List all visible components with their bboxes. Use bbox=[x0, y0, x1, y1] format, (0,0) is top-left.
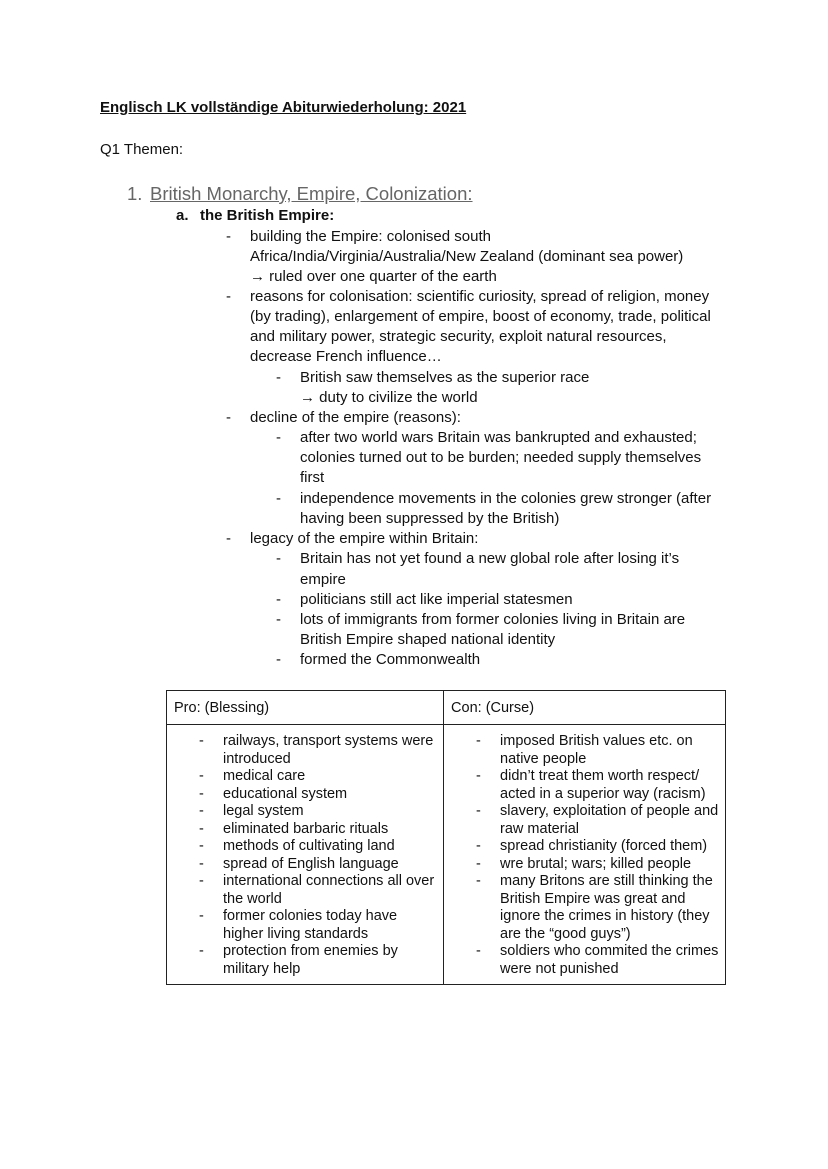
note-line: Africa/India/Virginia/Australia/New Zealand (dominant sea power) bbox=[250, 248, 684, 265]
pro-item bbox=[167, 786, 443, 804]
bullet-dash: - bbox=[199, 838, 204, 854]
pro-cell bbox=[167, 725, 444, 985]
document-title: Englisch LK vollständige Abiturwiederholung: 2021 bbox=[100, 99, 467, 116]
note-line: Britain has not yet found a new global role after losing it’s bbox=[300, 550, 680, 567]
pro-item bbox=[167, 733, 443, 768]
bullet-dash: - bbox=[226, 409, 231, 426]
con-item-text: didn’t treat them worth respect/ acted in a superior way (racism) bbox=[500, 768, 706, 802]
pro-item-text: international connections all over the world bbox=[223, 873, 435, 907]
bullet-dash: - bbox=[276, 490, 281, 507]
con-item bbox=[444, 768, 725, 803]
pro-item bbox=[167, 838, 443, 856]
note-line: legacy of the empire within Britain: bbox=[250, 530, 479, 547]
bullet-dash: - bbox=[199, 873, 204, 889]
note-line: reasons for colonisation: scientific curiosity, spread of religion, money bbox=[250, 288, 710, 305]
con-item bbox=[444, 943, 725, 978]
subsection-heading: the British Empire: bbox=[200, 207, 335, 224]
bullet-dash: - bbox=[199, 943, 204, 959]
pro-item-text: educational system bbox=[223, 785, 348, 802]
bullet-dash: - bbox=[476, 803, 481, 819]
bullet-dash: - bbox=[226, 288, 231, 305]
con-item-text: wre brutal; wars; killed people bbox=[500, 855, 692, 872]
con-list bbox=[444, 733, 725, 978]
note-line: British Empire shaped national identity bbox=[300, 631, 556, 648]
con-item bbox=[444, 873, 725, 943]
note-line: building the Empire: colonised south bbox=[250, 228, 491, 245]
note-line: decrease French influence… bbox=[250, 348, 442, 365]
subsection-letter: a. bbox=[176, 207, 189, 224]
note-line: → ruled over one quarter of the earth bbox=[250, 268, 497, 285]
note-line: (by trading), enlargement of empire, boost of economy, trade, political bbox=[250, 308, 711, 325]
bullet-dash: - bbox=[476, 855, 481, 872]
pro-item-text: spread of English language bbox=[223, 855, 399, 872]
note-line: independence movements in the colonies grew stronger (after bbox=[300, 490, 712, 507]
note-line: formed the Commonwealth bbox=[300, 651, 481, 668]
bullet-dash: - bbox=[199, 785, 204, 802]
con-item-text: soldiers who commited the crimes were not punished bbox=[500, 943, 719, 977]
pro-item-text: legal system bbox=[223, 803, 304, 819]
bullet-dash: - bbox=[199, 733, 204, 749]
note-line: British saw themselves as the superior race bbox=[300, 369, 590, 386]
con-item bbox=[444, 733, 725, 768]
bullet-dash: - bbox=[199, 803, 204, 819]
pro-header: Pro: (Blessing) bbox=[167, 691, 444, 725]
con-item-text: spread christianity (forced them) bbox=[500, 838, 708, 854]
con-item-text: imposed British values etc. on native people bbox=[500, 733, 693, 767]
pro-item bbox=[167, 908, 443, 943]
pro-item bbox=[167, 943, 443, 978]
bullet-dash: - bbox=[476, 733, 481, 749]
bullet-dash: - bbox=[199, 855, 204, 872]
note-line: decline of the empire (reasons): bbox=[250, 409, 461, 426]
pro-item-text: former colonies today have higher living standards bbox=[223, 908, 398, 942]
section-heading: British Monarchy, Empire, Colonization: bbox=[150, 183, 473, 204]
con-item bbox=[444, 803, 725, 838]
con-item-text: many Britons are still thinking the British Empire was great and ignore the crimes in history (they are the “good guys”) bbox=[500, 873, 713, 942]
pro-item bbox=[167, 768, 443, 786]
bullet-dash: - bbox=[276, 611, 281, 628]
bullet-dash: - bbox=[476, 873, 481, 889]
con-item bbox=[444, 838, 725, 856]
section-number: 1. bbox=[127, 183, 143, 204]
bullet-dash: - bbox=[276, 591, 281, 608]
note-line: lots of immigrants from former colonies living in Britain are bbox=[300, 611, 686, 628]
con-cell bbox=[444, 725, 726, 985]
bullet-dash: - bbox=[476, 768, 481, 784]
note-line: first bbox=[300, 469, 325, 486]
bullet-dash: - bbox=[276, 369, 281, 386]
note-line: empire bbox=[300, 571, 346, 588]
pro-item-text: methods of cultivating land bbox=[223, 838, 395, 854]
note-line: politicians still act like imperial statesmen bbox=[300, 591, 573, 608]
bullet-dash: - bbox=[199, 908, 204, 924]
bullet-dash: - bbox=[226, 228, 231, 245]
bullet-dash: - bbox=[226, 530, 231, 547]
bullet-dash: - bbox=[199, 820, 204, 837]
pro-item bbox=[167, 873, 443, 908]
con-item-text: slavery, exploitation of people and raw material bbox=[500, 803, 719, 837]
pro-item-text: protection from enemies by military help bbox=[223, 943, 398, 977]
bullet-dash: - bbox=[276, 550, 281, 567]
pro-item bbox=[167, 856, 443, 874]
note-line: → duty to civilize the world bbox=[300, 389, 478, 406]
pro-item-text: medical care bbox=[223, 768, 306, 784]
con-header: Con: (Curse) bbox=[444, 691, 726, 725]
bullet-dash: - bbox=[476, 838, 481, 854]
bullet-dash: - bbox=[476, 943, 481, 959]
note-line: and military power, strategic security, exploit natural resources, bbox=[250, 328, 667, 345]
bullet-dash: - bbox=[276, 429, 281, 446]
note-line: having been suppressed by the British) bbox=[300, 510, 560, 527]
bullet-dash: - bbox=[276, 651, 281, 668]
pro-con-table bbox=[166, 690, 726, 985]
pro-item bbox=[167, 803, 443, 821]
pro-item-text: railways, transport systems were introduced bbox=[223, 733, 434, 767]
document-subtitle: Q1 Themen: bbox=[100, 141, 184, 158]
con-item bbox=[444, 856, 725, 874]
pro-list bbox=[167, 733, 443, 978]
note-line: after two world wars Britain was bankrupted and exhausted; bbox=[300, 429, 697, 446]
bullet-dash: - bbox=[199, 768, 204, 784]
note-line: colonies turned out to be burden; needed supply themselves bbox=[300, 449, 702, 466]
pro-item bbox=[167, 821, 443, 839]
pro-item-text: eliminated barbaric rituals bbox=[223, 820, 389, 837]
